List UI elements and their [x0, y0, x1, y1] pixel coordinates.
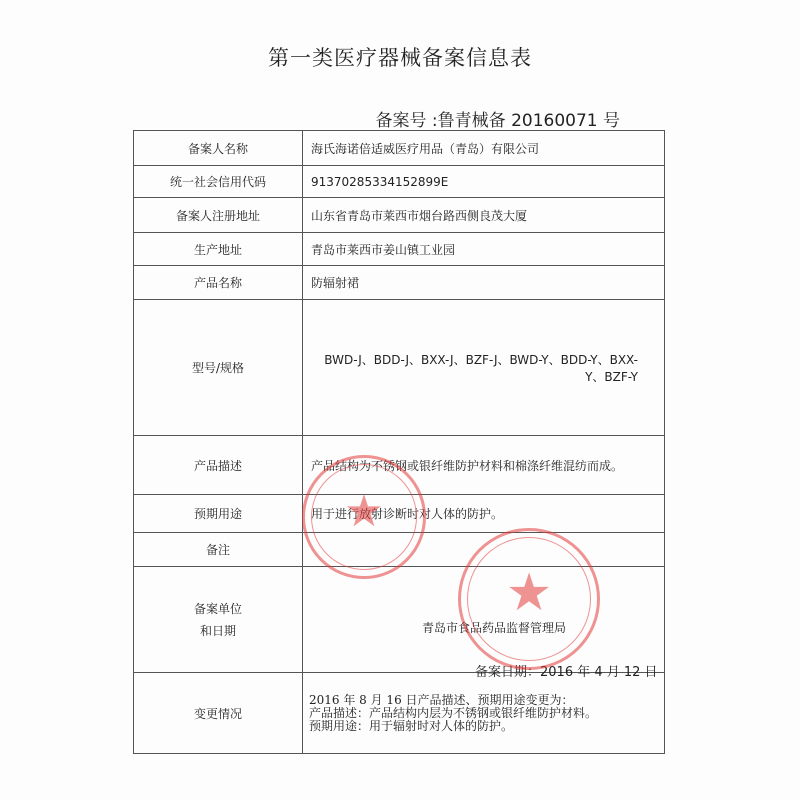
star-icon: ★ — [505, 563, 553, 623]
field-value — [303, 533, 665, 567]
document-title: 第一类医疗器械备案信息表 — [268, 46, 532, 70]
unit-label-line2: 和日期 — [199, 623, 236, 638]
change-line: 产品描述：产品结构内层为不锈钢或银纤维防护材料。 — [309, 705, 598, 720]
unit-value — [303, 567, 665, 680]
registration-number: 备案号 :鲁青械备 20160071 号 — [375, 111, 620, 131]
unit-label — [134, 567, 303, 673]
table-row — [134, 436, 665, 495]
change-details — [303, 673, 665, 754]
authority-name: 青岛市食品药品监督管理局 — [422, 621, 567, 635]
field-label: 备案人注册地址 — [134, 198, 303, 233]
field-label: 产品描述 — [134, 436, 303, 495]
star-icon: ★ — [344, 486, 384, 537]
table-row — [134, 266, 665, 300]
table-row — [134, 166, 665, 198]
field-value: 防辐射裙 — [303, 266, 665, 300]
field-value: 山东省青岛市莱西市烟台路西侧良茂大厦 — [303, 198, 665, 233]
table-row — [134, 300, 665, 436]
field-value: 海氏海诺倍适威医疗用品（青岛）有限公司 — [303, 131, 665, 166]
table-row — [134, 567, 665, 673]
registration-form-table — [133, 130, 665, 754]
table-row — [134, 233, 665, 266]
table-row — [134, 673, 665, 754]
field-value: 产品结构为不锈钢或银纤维防护材料和棉涤纤维混纺而成。 — [303, 436, 665, 495]
table-row — [134, 198, 665, 233]
table-row — [134, 495, 665, 533]
field-label: 统一社会信用代码 — [134, 166, 303, 198]
field-value: 91370285334152899E — [303, 166, 665, 198]
field-label: 预期用途 — [134, 495, 303, 533]
field-value: 青岛市莱西市姜山镇工业园 — [303, 233, 665, 266]
field-label: 备注 — [134, 533, 303, 567]
field-label: 产品名称 — [134, 266, 303, 300]
field-value: 用于进行放射诊断时对人体的防护。 — [303, 495, 665, 533]
field-label: 变更情况 — [134, 673, 303, 754]
registration-date: 备案日期：2016 年 4 月 12 日 — [475, 665, 658, 680]
table-row — [134, 131, 665, 166]
field-label: 备案人名称 — [134, 131, 303, 166]
field-value: BWD-J、BDD-J、BXX-J、BZF-J、BWD-Y、BDD-Y、BXX-Y、BZF-Y — [303, 300, 665, 436]
change-line: 2016 年 8 月 16 日产品描述、预期用途变更为： — [309, 692, 574, 707]
table-row — [134, 533, 665, 567]
unit-label-line1: 备案单位 — [193, 601, 242, 616]
field-label: 型号/规格 — [134, 300, 303, 436]
field-label: 生产地址 — [134, 233, 303, 266]
change-line: 预期用途：用于辐射时对人体的防护。 — [309, 718, 514, 733]
